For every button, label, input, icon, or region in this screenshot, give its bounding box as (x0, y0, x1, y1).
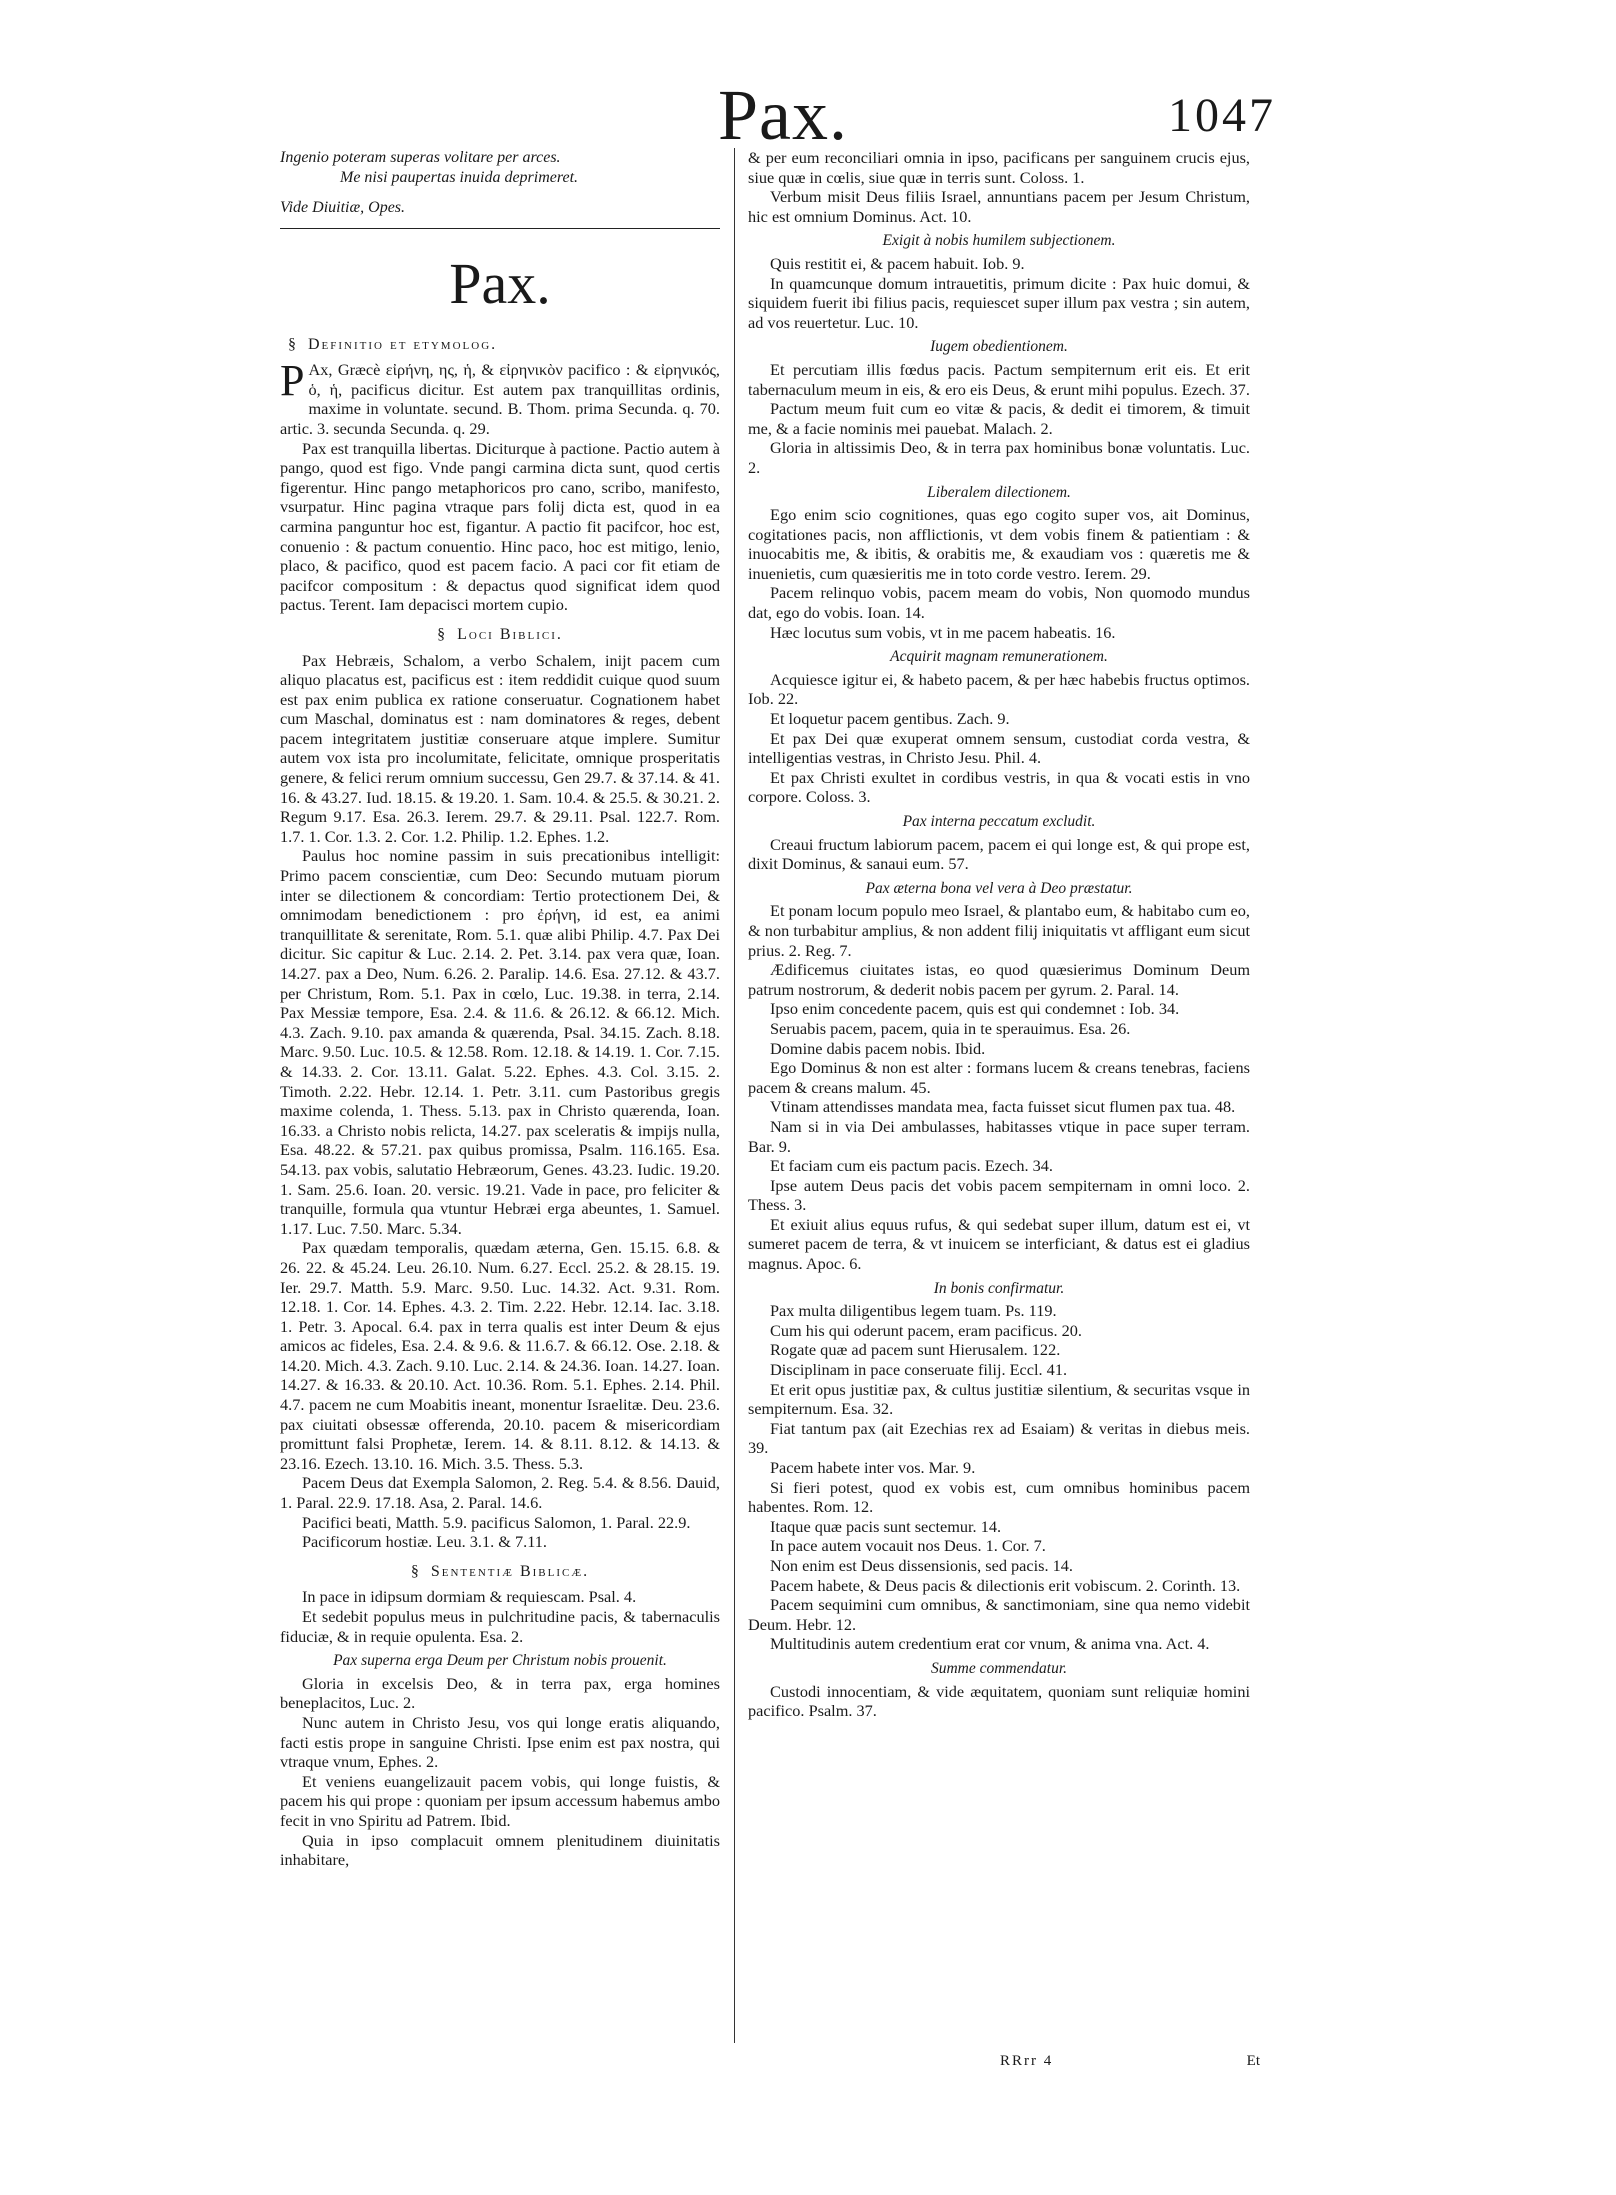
sententia-paragraph: Pacem habete, & Deus pacis & dilectionis erit vobiscum. 2. Corinth. 13. (770, 1575, 1241, 1595)
sententia-paragraph: Et faciam cum eis pactum pacis. Ezech. 34. (770, 1156, 1053, 1176)
sententia-paragraph: Domine dabis pacem nobis. Ibid. (770, 1038, 986, 1058)
sententia-paragraph: Et exiuit alius equus rufus, & qui sedebat super illum, datum est ei, vt sumeret pacem de terra, & vt inuicem se interficiant, & datus est ei gladius magnus. Apoc. 6. (748, 1214, 1250, 1274)
loci-paragraph: Pax quædam temporalis, quædam æterna, Gen. 15.15. 6.8. & 26. 22. & 45.24. Leu. 26.10. Num. 6.27. Eccl. 25.2. & 28.15. 19. Ier. 29.7. Matth. 5.9. Marc. 9.50. Luc. 14.32. Act. 9.31. Rom. 12.18. 1. Cor. 14. Ephes. 4.3. 2. Tim. 2.22. Hebr. 12.14. Iac. 3.18. 1. Petr. 3. Apocal. 6.4. pax in terra qualis est inter Deum & ejus amicos ac fideles, Esa. 2.4. & 9.6. & 11.6.7. & 66.12. Ose. 2.18. & 14.20. Mich. 4.3. Zach. 9.10. Luc. 2.14. & 24.36. Ioan. 14.27. Ioan. 14.27. & 16.33. & 20.10. Act. 10.36. Rom. 5.1. Ephes. 2.14. Phil. 4.7. pacem ne cum Moabitis ineant, monentur Israelitæ. Deu. 23.6. pax ciuitati obsessæ offerenda, 20.10. pacem & misericordiam promittunt falsi Prophetæ, Ierem. 14. & 8.11. 8.12. & 14.13. & 23.16. Ezech. 13.10. 16. Mich. 3.5. Thess. 5.3. (280, 1238, 720, 1473)
sententia-paragraph: Vtinam attendisses mandata mea, facta fuisset sicut flumen pax tua. 48. (770, 1097, 1236, 1117)
section-heading (280, 335, 720, 355)
sententia-paragraph: Gloria in altissimis Deo, & in terra pax hominibus bonæ voluntatis. Luc. 2. (748, 438, 1250, 477)
section-heading (280, 1562, 720, 1582)
sententia-groups (748, 231, 1250, 1720)
right-column (748, 148, 1250, 1721)
sententia-paragraph: Hæc locutus sum vobis, vt in me pacem habeatis. 16. (770, 622, 1116, 642)
paragraph-mark: § (410, 1562, 421, 1580)
sententia-paragraph: In quamcunque domum intrauetitis, primum dicite : Pax huic domui, & siquidem fuerit ibi filius pacis, requiescet super illum pax vestra ; sin autem, ad vos reuertetur. Luc. 10. (748, 273, 1250, 332)
sententia-paragraph: In pace autem vocauit nos Deus. 1. Cor. 7. (770, 1536, 1046, 1556)
sententia-paragraph: Pax multa diligentibus legem tuam. Ps. 119. (770, 1301, 1057, 1321)
sententia-paragraph: Ipse autem Deus pacis det vobis pacem sempiternam in omni loco. 2. Thess. 3. (748, 1175, 1250, 1215)
sententia-paragraph: Non enim est Deus dissensionis, sed pacis. 14. (770, 1555, 1073, 1575)
sententia-paragraph: Pactum meum fuit cum eo vitæ & pacis, & dedit ei timorem, & timuit me, & a facie nominis mei pauebat. Malach. 2. (748, 399, 1250, 438)
subsection-heading: Acquirit magnam remunerationem. (890, 648, 1108, 666)
subsection-heading: Pax superna erga Deum per Christum nobis prouenit. (333, 1652, 667, 1670)
sententia-paragraph: Itaque quæ pacis sunt sectemur. 14. (770, 1516, 1002, 1536)
sententia-paragraph: Quia in ipso complacuit omnem plenitudinem diuinitatis inhabitare, (280, 1830, 720, 1870)
loci-paragraph: Paulus hoc nomine passim in suis precationibus intelligit: Primo pacem conscientiæ, cum Deo: Secundo mutuam piorum inter se dilectionem & concordiam: Tertio protectionem Dei, & omnimodam benedictionem : pro ἐρήνη, id est, ea animi tranquillitate & serenitate, Rom. 5.1. quæ alibi Philip. 4.7. Pax Dei dicitur. Sic capitur & Luc. 2.14. 2. Pet. 3.14. pax vera quæ, Ioan. 14.27. pax a Deo, Num. 6.26. 2. Paralip. 14.6. Esa. 27.12. & 43.7. per Christum, Rom. 5.1. Pax in cœlo, Luc. 19.38. in terra, 2.14. Pax Messiæ tempore, Esa. 2.4. & 11.6. & 26.12. & 66.12. Mich. 4.3. Zach. 9.10. pax amanda & quærenda, Psal. 34.15. Zach. 8.18. Marc. 9.50. Luc. 10.5. & 12.58. Rom. 12.18. & 14.19. 1. Cor. 7.15. & 14.33. 2. Cor. 13.11. Galat. 5.22. Ephes. 4.3. Col. 3.15. 2. Timoth. 2.22. Hebr. 12.14. 1. Petr. 3.11. cum Pastoribus gregis maxime colenda, 1. Thess. 5.13. pax in Christo quærenda, Ioan. 16.33. a Christo nobis relicta, 14.27. pax sceleratis & impijs nulla, Esa. 48.22. & 57.21. pax quibus promissa, Psalm. 116.165. Esa. 54.13. pax vobis, salutatio Hebræorum, Genes. 43.23. Iudic. 19.20. 1. Sam. 25.6. Ioan. 20. versic. 19.21. Vade in pace, pro feliciter & tranquille, formula qua vtuntur Hebræi erga abeuntes, 1. Samuel. 1.17. Luc. 7.50. Marc. 5.34. (280, 846, 720, 1238)
section-heading (280, 625, 720, 645)
subsection-heading: Exigit à nobis humilem subjectionem. (882, 232, 1116, 250)
loci-paragraph: Pacificorum hostiæ. Leu. 3.1. & 7.11. (302, 1532, 547, 1552)
sententia-paragraph: Cum his qui oderunt pacem, eram pacificus. 20. (770, 1320, 1082, 1340)
sententia-paragraph: Et erit opus justitiæ pax, & cultus justitiæ silentium, & securitas vsque in sempiternum. Esa. 32. (748, 1379, 1250, 1419)
sententia-paragraph: Gloria in excelsis Deo, & in terra pax, erga homines beneplacitos, Luc. 2. (280, 1673, 720, 1713)
section-divider (280, 228, 720, 229)
sententia-paragraph: Verbum misit Deus filiis Israel, annuntians pacem per Jesum Christum, hic est omnium Dominus. Act. 10. (748, 187, 1250, 226)
sententia-paragraph: Pacem habete inter vos. Mar. 9. (770, 1458, 976, 1477)
sententia-paragraph: In pace in idipsum dormiam & requiescam. Psal. 4. (302, 1587, 637, 1607)
continued-paragraph: & per eum reconciliari omnia in ipso, pacificans per sanguinem crucis ejus, siue quæ in cœlis, siue quæ in terris sunt. Coloss. 1. (748, 148, 1250, 187)
sententia-paragraph: Ego Dominus & non est alter : formans lucem & creans tenebras, faciens pacem & creans malum. 45. (748, 1058, 1250, 1097)
page-header (0, 74, 1616, 154)
loci-paragraph: Pax Hebræis, Schalom, a verbo Schalem, inijt pacem cum aliquo placatus est, pacificus est : item reddidit cuique quod suum est pax enim publica ex ratione conseruatur. Cognationem habet cum Maschal, dominatus est : nam dominatores & reges, debent pacem integritatem justitiæ conseruare atque implere. Sumitur autem vox ista pro incolumitate, felicitate, omnique prosperitatis genere, & felici rerum omnium successu, Gen 29.7. & 37.14. & 41. 16. & 43.27. Iud. 18.15. & 19.20. 1. Sam. 10.4. & 25.5. & 30.21. 2. Regum 9.17. Esa. 26.3. Ierem. 29.7. & 29.11. Psal. 122.7. Rom. 1.7. 1. Cor. 1.3. 2. Cor. 1.2. Philip. 1.2. Ephes. 1.2. (280, 650, 720, 846)
sententia-paragraph: Quis restitit ei, & pacem habuit. Iob. 9. (770, 253, 1025, 273)
sententia-paragraph: Acquiesce igitur ei, & habeto pacem, & per hæc habebis fructus optimos. Iob. 22. (748, 669, 1250, 709)
sententia-paragraph: Pacem sequimini cum omnibus, & sanctimoniam, sine qua nemo videbit Deum. Hebr. 12. (748, 1595, 1250, 1634)
signature-mark: RRrr 4 (1000, 2053, 1054, 2069)
sententia-paragraph: Rogate quæ ad pacem sunt Hierusalem. 122. (770, 1340, 1061, 1360)
section-heading-text: Loci Biblici. (457, 625, 563, 643)
sententia-paragraph: Et pax Christi exultet in cordibus vestris, in qua & vocati estis in vno corpore. Coloss. 3. (748, 767, 1250, 807)
entry-title: Pax. (449, 250, 551, 316)
subsection-heading: In bonis confirmatur. (933, 1279, 1065, 1297)
sententia-paragraph: Fiat tantum pax (ait Ezechias rex ad Esaiam) & veritas in diebus meis. 39. (748, 1418, 1250, 1458)
definition-paragraph: P Ax, Græcè εἰρήνη, ης, ἡ, & εἰρηνικὸν pacifico : & εἰρηνικός, ὁ, ἡ, pacificus dicitur. Est autem pax tranquillitas ordinis, maxime in voluntate. secund. B. Thom. prima Secunda. q. 70. artic. 3. secunda Secunda. q. 29. (280, 356, 720, 438)
page-number: 1047 (1168, 89, 1276, 142)
sententia-paragraph: Et veniens euangelizauit pacem vobis, qui longe fuistis, & pacem his qui prope : quoniam per ipsum accessum habemus ambo fecit in vno Spiritu ad Patrem. Ibid. (280, 1771, 720, 1830)
running-head: Pax. (718, 75, 848, 155)
sententia-paragraph: Multitudinis autem credentium erat cor vnum, & anima vna. Act. 4. (770, 1634, 1210, 1654)
verse-line: Me nisi paupertas inuida deprimeret. (340, 169, 579, 186)
sententia-paragraph: Nam si in via Dei ambulasses, habitasses vtique in pace super terram. Bar. 9. (748, 1116, 1250, 1156)
verse-line: Ingenio poteram superas volitare per arces. (280, 149, 561, 166)
sententia-paragraph: Ego enim scio cognitiones, quas ego cogito super vos, ait Dominus, cogitationes pacis, non afflictionis, vt dem vobis finem & patientiam : & inuocabitis me, & ibitis, & orabitis me, & exaudiam vos : quæretis me & inuenietis, cum quæsieritis me in toto corde vestro. Ierem. 29. (748, 505, 1250, 583)
sententia-paragraph: Nunc autem in Christo Jesu, vos qui longe eratis aliquando, facti estis prope in sanguine Christi. Ipse enim est pax nostra, qui vtraque vnum, Ephes. 2. (280, 1712, 720, 1772)
subsection-heading: Liberalem dilectionem. (927, 483, 1071, 501)
definition-paragraph: Pax est tranquilla libertas. Diciturque à pactione. Pactio autem à pango, quod est figo. Vnde pangi carmina dicta sunt, quod certis figerentur. Hinc pango metaphoricos pro cano, scribo, manifesto, vsurpatur. Hinc pagina vtraque pars folij dicta est, quod in ea carmina panguntur hoc est, figantur. A pactio fit pacifcor, hoc est, conuenio : & pactum conuentio. Hinc paco, hoc est mitigo, lenio, placo, & pacifico, quod est pacem facio. A paci cor fit etiam de pacifcor compositum : & depactus quod significat idem quod pactus. Terent. Iam depacisci mortem cupio. (280, 438, 720, 615)
sententia-paragraph: Et ponam locum populo meo Israel, & plantabo eum, & habitabo cum eo, & non turbabitur amplius, & non addent filij iniquitatis vt affligant eum sicut prius. 2. Reg. 7. (748, 901, 1250, 960)
sententia-paragraph: Disciplinam in pace conseruate filij. Eccl. 41. (770, 1360, 1068, 1380)
sententia-paragraph: Ædificemus ciuitates istas, eo quod quæsierimus Dominum Deum patrum nostrorum, & dederit nobis pacem per gyrum. 2. Paral. 14. (748, 960, 1250, 999)
column-divider (734, 148, 735, 2043)
subsection-heading: Pax æterna bona vel vera à Deo præstatur. (865, 879, 1133, 897)
loci-paragraph: Pacem Deus dat Exempla Salomon, 2. Reg. 5.4. & 8.56. Dauid, 1. Paral. 22.9. 17.18. Asa, 2. Paral. 14.6. (280, 1473, 720, 1513)
subsection-heading: Summe commendatur. (930, 1659, 1068, 1677)
paragraph-mark: § (437, 625, 448, 643)
sententia-paragraph: Et percutiam illis fœdus pacis. Pactum sempiternum erit eis. Et erit tabernaculum meum in eis, & ero eis Deus, & erunt mihi populus. Ezech. 37. (748, 359, 1250, 399)
catchword: Et (1246, 2053, 1260, 2069)
section-heading-text: Sententiæ Biblicæ. (430, 1562, 590, 1580)
page-footer (1000, 2053, 1260, 2077)
drop-cap: P (280, 356, 305, 406)
sententia-paragraph: Pacem relinquo vobis, pacem meam do vobis, Non quomodo mundus dat, ego do vobis. Ioan. 14. (748, 583, 1250, 623)
sententia-paragraph: Seruabis pacem, pacem, quia in te sperauimus. Esa. 26. (770, 1018, 1131, 1038)
subsection-heading: Pax interna peccatum excludit. (902, 813, 1096, 830)
sententia-paragraph: Custodi innocentiam, & vide æquitatem, quoniam sunt reliquiæ homini pacifico. Psalm. 37. (748, 1681, 1250, 1721)
left-column (280, 148, 720, 1870)
cross-reference: Vide Diuitiæ, Opes. (280, 199, 406, 216)
loci-paragraph: Pacifici beati, Matth. 5.9. pacificus Salomon, 1. Paral. 22.9. (302, 1512, 691, 1532)
sententia-paragraph: Creaui fructum labiorum pacem, pacem ei qui longe est, & qui prope est, dixit Dominus, & sanaui eum. 57. (748, 834, 1250, 874)
section-heading-text: Definitio et etymolog. (308, 335, 498, 353)
sententia-paragraph: Et loquetur pacem gentibus. Zach. 9. (770, 709, 1010, 729)
sententia-paragraph: Ipso enim concedente pacem, quis est qui condemnet : Iob. 34. (770, 999, 1180, 1019)
subsection-heading: Iugem obedientionem. (930, 338, 1068, 356)
sententia-paragraph: Et pax Dei quæ exuperat omnem sensum, custodiat corda vestra, & intelligentias vestras, in Christo Jesu. Phil. 4. (748, 728, 1250, 768)
sententia-paragraph: Et sedebit populus meus in pulchritudine pacis, & tabernaculis fiduciæ, & in requie opulenta. Esa. 2. (280, 1607, 720, 1646)
sententia-paragraph: Si fieri potest, quod ex vobis est, cum omnibus hominibus pacem habentes. Rom. 12. (748, 1477, 1250, 1517)
paragraph-mark: § (288, 335, 298, 353)
